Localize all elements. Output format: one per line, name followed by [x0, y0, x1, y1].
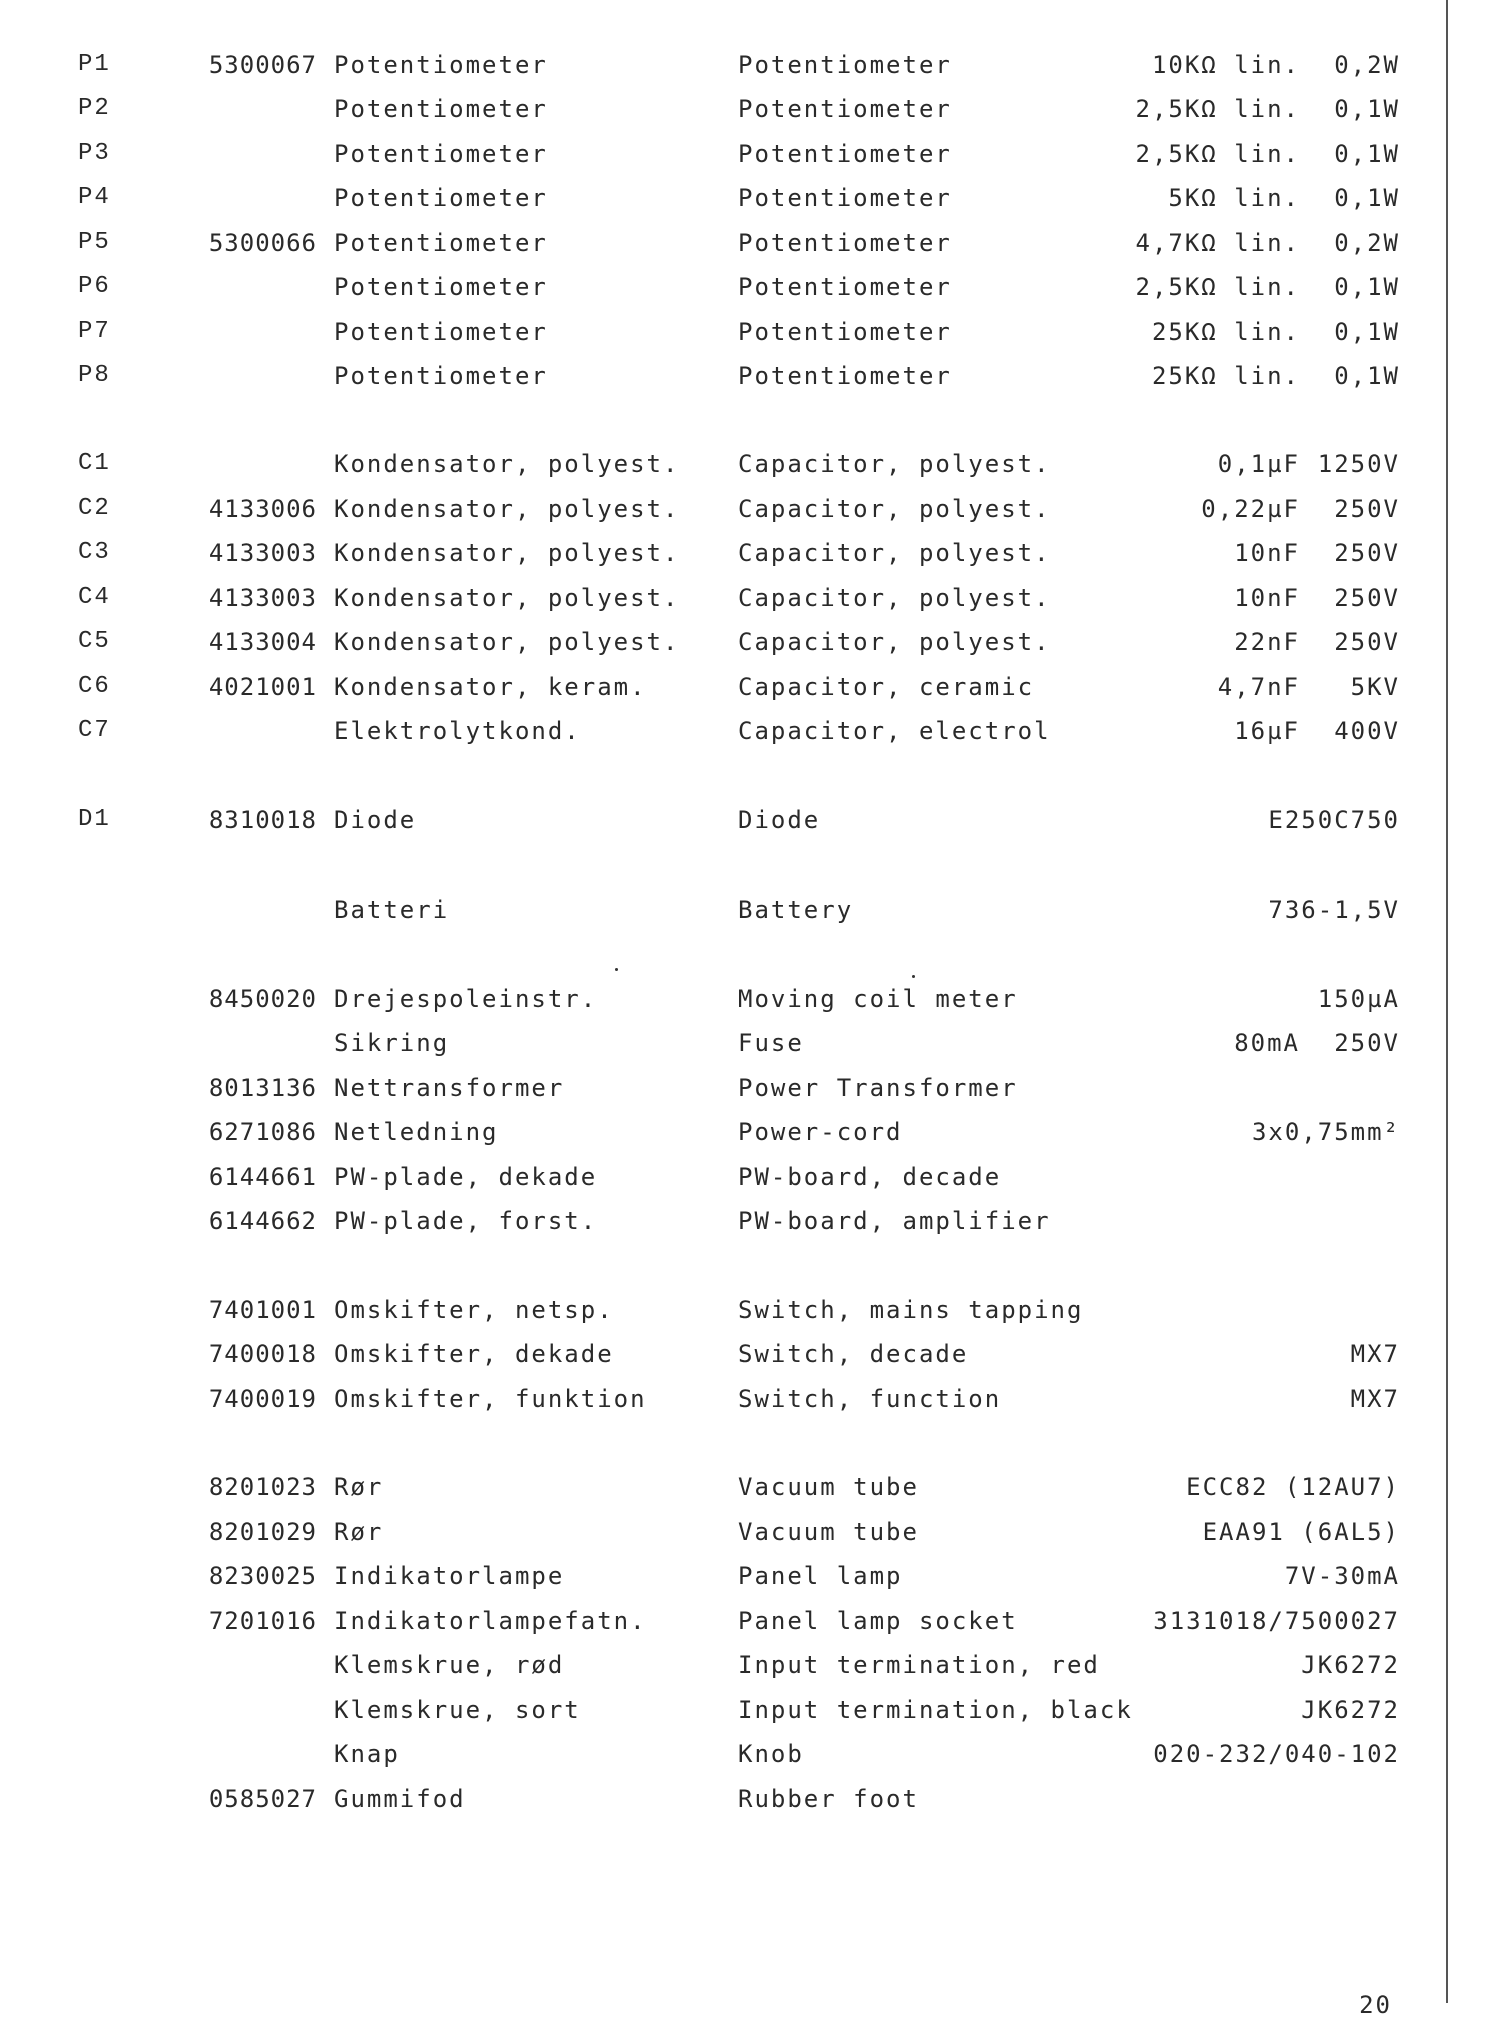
english-description: Capacitor, polyest. [738, 539, 1051, 567]
danish-description: Potentiometer [334, 273, 548, 301]
rating: 150µA [1317, 985, 1400, 1013]
danish-description: Indikatorlampe [334, 1562, 565, 1590]
ref-designator: D1 [78, 806, 111, 833]
value: 22nF [1234, 628, 1300, 656]
value: 0,1µF [1217, 450, 1300, 478]
value: 10nF [1234, 539, 1300, 567]
english-description: Capacitor, polyest. [738, 450, 1051, 478]
page-number: 20 [1359, 1991, 1392, 2019]
english-description: Switch, function [738, 1385, 1002, 1413]
part-number: 7400019 [208, 1385, 317, 1413]
table-row [0, 1068, 1500, 1108]
rating: 0,1W [1334, 318, 1400, 346]
value: 4,7nF [1217, 673, 1300, 701]
part-number: 4021001 [208, 673, 317, 701]
danish-description: Potentiometer [334, 184, 548, 212]
table-row [0, 1290, 1500, 1330]
ref-designator: P8 [78, 362, 111, 389]
table-row [0, 1556, 1500, 1596]
part-number: 4133006 [208, 495, 317, 523]
english-description: Battery [738, 896, 854, 924]
english-description: PW-board, decade [738, 1163, 1002, 1191]
danish-description: Klemskrue, rød [334, 1651, 565, 1679]
part-number: 4133004 [208, 628, 317, 656]
table-row [0, 1157, 1500, 1197]
danish-description: Gummifod [334, 1785, 466, 1813]
table-row [0, 223, 1500, 263]
english-description: Input termination, black [738, 1696, 1133, 1724]
rating: 0,2W [1334, 51, 1400, 79]
danish-description: Kondensator, polyest. [334, 450, 680, 478]
english-description: Panel lamp socket [738, 1607, 1018, 1635]
table-row [0, 1379, 1500, 1419]
danish-description: Potentiometer [334, 229, 548, 257]
table-row [0, 444, 1500, 484]
ink-speck [912, 975, 915, 978]
ref-designator: P2 [78, 95, 111, 122]
english-description: Capacitor, electrol [738, 717, 1051, 745]
value: 2,5KΩ lin. [1135, 95, 1300, 123]
part-number: 7401001 [208, 1296, 317, 1324]
rating: 400V [1334, 717, 1400, 745]
rating: 0,1W [1334, 140, 1400, 168]
table-row [0, 1690, 1500, 1730]
value: 25KΩ lin. [1151, 362, 1300, 390]
english-description: Potentiometer [738, 95, 952, 123]
danish-description: Potentiometer [334, 95, 548, 123]
table-row [0, 1201, 1500, 1241]
value: 25KΩ lin. [1151, 318, 1300, 346]
danish-description: Potentiometer [334, 318, 548, 346]
rating: MX7 [1350, 1385, 1400, 1413]
rating: 7V-30mA [1284, 1562, 1400, 1590]
danish-description: Batteri [334, 896, 450, 924]
english-description: Potentiometer [738, 140, 952, 168]
part-number: 8201023 [208, 1473, 317, 1501]
english-description: Potentiometer [738, 362, 952, 390]
part-number: 7400018 [208, 1340, 317, 1368]
ref-designator: C2 [78, 495, 111, 522]
table-row [0, 578, 1500, 618]
ref-designator: C7 [78, 717, 111, 744]
rating: JK6272 [1301, 1696, 1400, 1724]
english-description: Power-cord [738, 1118, 903, 1146]
danish-description: Kondensator, polyest. [334, 584, 680, 612]
table-row [0, 1601, 1500, 1641]
table-row [0, 1512, 1500, 1552]
part-number: 7201016 [208, 1607, 317, 1635]
english-description: Vacuum tube [738, 1473, 919, 1501]
rating: ECC82 (12AU7) [1186, 1473, 1400, 1501]
danish-description: Indikatorlampefatn. [334, 1607, 647, 1635]
ref-designator: C5 [78, 628, 111, 655]
rating: 736-1,5V [1268, 896, 1400, 924]
rating: 1250V [1317, 450, 1400, 478]
danish-description: Rør [334, 1518, 384, 1546]
english-description: Power Transformer [738, 1074, 1018, 1102]
danish-description: Omskifter, netsp. [334, 1296, 614, 1324]
danish-description: Kondensator, keram. [334, 673, 647, 701]
part-number: 4133003 [208, 584, 317, 612]
part-number: 6144662 [208, 1207, 317, 1235]
rating: JK6272 [1301, 1651, 1400, 1679]
ref-designator: C6 [78, 673, 111, 700]
english-description: Potentiometer [738, 184, 952, 212]
part-number: 8450020 [208, 985, 317, 1013]
ref-designator: C1 [78, 450, 111, 477]
part-number: 8310018 [208, 806, 317, 834]
english-description: PW-board, amplifier [738, 1207, 1051, 1235]
table-row [0, 1645, 1500, 1685]
value: 16µF [1234, 717, 1300, 745]
danish-description: Potentiometer [334, 51, 548, 79]
rating: 5KV [1350, 673, 1400, 701]
table-row [0, 1734, 1500, 1774]
table-row [0, 667, 1500, 707]
danish-description: Drejespoleinstr. [334, 985, 598, 1013]
value: 5KΩ lin. [1168, 184, 1300, 212]
value: 2,5KΩ lin. [1135, 273, 1300, 301]
danish-description: Rør [334, 1473, 384, 1501]
danish-description: PW-plade, forst. [334, 1207, 598, 1235]
value: 10nF [1234, 584, 1300, 612]
english-description: Fuse [738, 1029, 804, 1057]
danish-description: Kondensator, polyest. [334, 539, 680, 567]
part-number: 6144661 [208, 1163, 317, 1191]
rating: 0,2W [1334, 229, 1400, 257]
rating: 3x0,75mm² [1251, 1118, 1400, 1146]
danish-description: Elektrolytkond. [334, 717, 581, 745]
danish-description: Netledning [334, 1118, 499, 1146]
table-row [0, 1467, 1500, 1507]
english-description: Potentiometer [738, 51, 952, 79]
english-description: Capacitor, polyest. [738, 584, 1051, 612]
part-number: 5300067 [208, 51, 317, 79]
english-description: Rubber foot [738, 1785, 919, 1813]
table-row [0, 622, 1500, 662]
rating: MX7 [1350, 1340, 1400, 1368]
table-row [0, 1112, 1500, 1152]
danish-description: Kondensator, polyest. [334, 495, 680, 523]
rating: 250V [1334, 584, 1400, 612]
danish-description: Omskifter, dekade [334, 1340, 614, 1368]
ref-designator: C4 [78, 584, 111, 611]
english-description: Knob [738, 1740, 804, 1768]
part-number: 8201029 [208, 1518, 317, 1546]
table-row [0, 45, 1500, 85]
table-row [0, 890, 1500, 930]
rating: 250V [1334, 495, 1400, 523]
part-number: 4133003 [208, 539, 317, 567]
rating: E250C750 [1268, 806, 1400, 834]
english-description: Capacitor, ceramic [738, 673, 1035, 701]
rating: 0,1W [1334, 273, 1400, 301]
rating: 020-232/040-102 [1153, 1740, 1400, 1768]
table-row [0, 1779, 1500, 1819]
part-number: 6271086 [208, 1118, 317, 1146]
table-row [0, 711, 1500, 751]
english-description: Switch, decade [738, 1340, 969, 1368]
danish-description: Klemskrue, sort [334, 1696, 581, 1724]
ink-speck [615, 968, 618, 971]
english-description: Potentiometer [738, 229, 952, 257]
english-description: Diode [738, 806, 821, 834]
part-number: 5300066 [208, 229, 317, 257]
ref-designator: P3 [78, 140, 111, 167]
ref-designator: P5 [78, 229, 111, 256]
table-row [0, 1334, 1500, 1374]
danish-description: Potentiometer [334, 140, 548, 168]
ref-designator: P4 [78, 184, 111, 211]
english-description: Vacuum tube [738, 1518, 919, 1546]
table-row [0, 1023, 1500, 1063]
rating: 3131018/7500027 [1153, 1607, 1400, 1635]
english-description: Capacitor, polyest. [738, 495, 1051, 523]
english-description: Capacitor, polyest. [738, 628, 1051, 656]
table-row [0, 312, 1500, 352]
danish-description: Sikring [334, 1029, 450, 1057]
table-row [0, 356, 1500, 396]
rating: 250V [1334, 539, 1400, 567]
ref-designator: P1 [78, 51, 111, 78]
part-number: 8230025 [208, 1562, 317, 1590]
rating: EAA91 (6AL5) [1202, 1518, 1400, 1546]
table-row [0, 267, 1500, 307]
table-row [0, 533, 1500, 573]
table-row [0, 800, 1500, 840]
table-row [0, 89, 1500, 129]
rating: 250V [1334, 1029, 1400, 1057]
ref-designator: P7 [78, 318, 111, 345]
value: 2,5KΩ lin. [1135, 140, 1300, 168]
danish-description: Omskifter, funktion [334, 1385, 647, 1413]
english-description: Switch, mains tapping [738, 1296, 1084, 1324]
part-number: 0585027 [208, 1785, 317, 1813]
ref-designator: P6 [78, 273, 111, 300]
danish-description: Nettransformer [334, 1074, 565, 1102]
english-description: Panel lamp [738, 1562, 903, 1590]
rating: 0,1W [1334, 184, 1400, 212]
danish-description: Kondensator, polyest. [334, 628, 680, 656]
danish-description: Knap [334, 1740, 400, 1768]
rating: 0,1W [1334, 95, 1400, 123]
rating: 0,1W [1334, 362, 1400, 390]
value: 4,7KΩ lin. [1135, 229, 1300, 257]
part-number: 8013136 [208, 1074, 317, 1102]
table-row [0, 489, 1500, 529]
rating: 250V [1334, 628, 1400, 656]
ref-designator: C3 [78, 539, 111, 566]
english-description: Input termination, red [738, 1651, 1100, 1679]
danish-description: Potentiometer [334, 362, 548, 390]
danish-description: Diode [334, 806, 417, 834]
english-description: Moving coil meter [738, 985, 1018, 1013]
value: 0,22µF [1201, 495, 1300, 523]
english-description: Potentiometer [738, 318, 952, 346]
table-row [0, 979, 1500, 1019]
value: 80mA [1234, 1029, 1300, 1057]
english-description: Potentiometer [738, 273, 952, 301]
danish-description: PW-plade, dekade [334, 1163, 598, 1191]
table-row [0, 178, 1500, 218]
value: 10KΩ lin. [1151, 51, 1300, 79]
table-row [0, 134, 1500, 174]
